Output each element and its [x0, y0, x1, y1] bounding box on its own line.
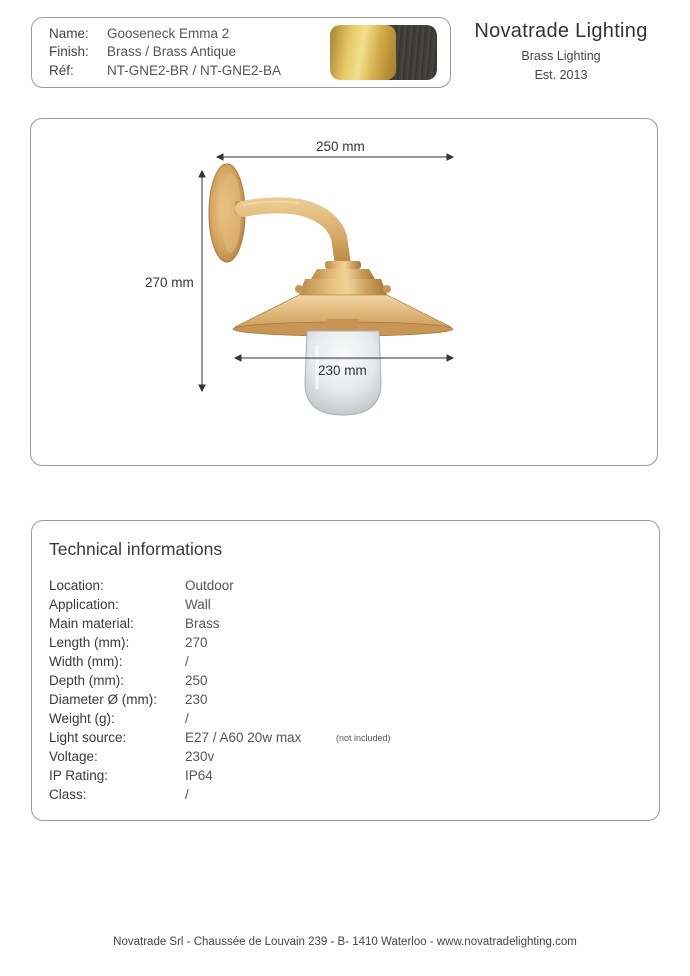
finish-label: Finish: — [49, 44, 89, 59]
lamp-illustration — [31, 119, 659, 467]
height-dimension-label: 270 mm — [145, 275, 194, 290]
height-dimension-line — [199, 171, 205, 391]
finish-value: Brass / Brass Antique — [107, 44, 237, 59]
spec-note: (not included) — [336, 733, 391, 743]
product-drawing — [30, 118, 658, 466]
depth-dimension-line — [217, 154, 453, 160]
spec-label: Main material: — [49, 616, 134, 631]
lamp-cap — [295, 261, 391, 295]
name-label: Name: — [49, 26, 89, 41]
brand-name: Novatrade Lighting — [474, 20, 648, 42]
brand-established: Est. 2013 — [534, 68, 588, 82]
spec-value: E27 / A60 20w max — [185, 730, 302, 745]
spec-value: / — [185, 787, 189, 802]
spec-label: Width (mm): — [49, 654, 123, 669]
brand-subtitle: Brass Lighting — [521, 49, 601, 63]
spec-value: IP64 — [185, 768, 213, 783]
gooseneck-arm — [243, 205, 343, 265]
technical-title: Technical informations — [49, 539, 223, 559]
footer-address: Novatrade Srl - Chaussée de Louvain 239 - B- 1410 Waterloo - www.novatradelighting.com — [113, 936, 577, 948]
brand-block — [458, 20, 664, 82]
technical-info — [31, 520, 660, 821]
ref-value: NT-GNE2-BR / NT-GNE2-BA — [107, 63, 282, 78]
spec-label: Diameter Ø (mm): — [49, 692, 157, 707]
spec-value: / — [185, 711, 189, 726]
spec-label: Location: — [49, 578, 104, 593]
spec-value: Brass — [185, 616, 220, 631]
spec-label: Length (mm): — [49, 635, 130, 650]
spec-value: 230v — [185, 749, 215, 764]
spec-value: 270 — [185, 635, 208, 650]
diameter-dimension-label: 230 mm — [318, 363, 367, 378]
depth-dimension-label: 250 mm — [316, 139, 365, 154]
ref-row — [49, 63, 281, 78]
brass-swatch — [330, 25, 396, 80]
finish-swatches — [330, 25, 437, 80]
spec-value: / — [185, 654, 189, 669]
ref-label: Réf: — [49, 63, 74, 78]
spec-value: Wall — [185, 597, 211, 612]
spec-label: Depth (mm): — [49, 673, 125, 688]
lamp-shade — [233, 295, 453, 336]
spec-label: Voltage: — [49, 749, 98, 764]
spec-value: 250 — [185, 673, 208, 688]
spec-label: Light source: — [49, 730, 127, 745]
name-row — [49, 26, 229, 41]
finish-row — [49, 44, 236, 59]
spec-label: IP Rating: — [49, 768, 109, 783]
spec-label: Class: — [49, 787, 87, 802]
spec-value: 230 — [185, 692, 208, 707]
name-value: Gooseneck Emma 2 — [107, 26, 230, 41]
spec-label: Weight (g): — [49, 711, 115, 726]
spec-value: Outdoor — [185, 578, 234, 593]
product-header — [31, 17, 451, 88]
spec-label: Application: — [49, 597, 119, 612]
